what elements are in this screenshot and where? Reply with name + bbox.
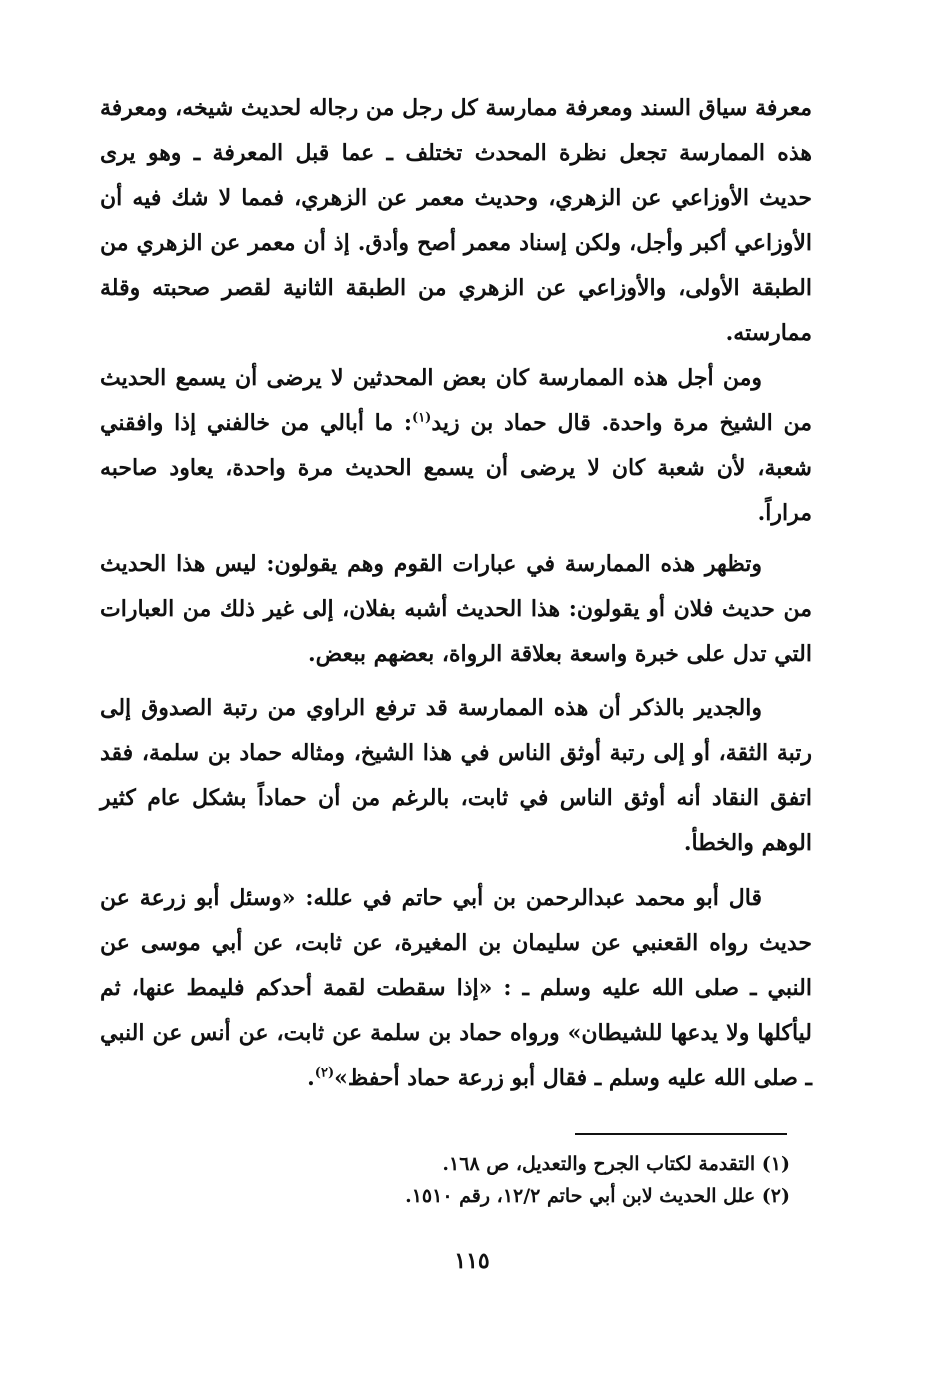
paragraph-4 (100, 686, 812, 866)
paragraph-5-text-before: قال أبو محمد عبدالرحمن بن أبي حاتم في علله: «وسئل أبو زرعة عن حديث رواه القعنبي عن سليمان بن المغيرة، عن ثابت، عن أبي موسى عن النبي ـ صلى الله عليه وسلم ـ : «إذا سقطت لقمة أحدكم فليمط عنها، ثم ليأكلها ولا يدعها للشيطان» ورواه حماد بن سلمة عن ثابت، عن أنس عن النبي ـ صلى الله عليه وسلم ـ فقال أبو زرعة حماد أحفظ» (100, 885, 812, 1091)
paragraph-1 (100, 86, 812, 356)
footnote-2: (٢) علل الحديث لابن أبي حاتم ١٢/٢، رقم ١٥١٠. (405, 1185, 790, 1207)
paragraph-3-text: وتظهر هذه الممارسة في عبارات القوم وهم يقولون: ليس هذا الحديث من حديث فلان أو يقولون: هذا الحديث أشبه بفلان، إلى غير ذلك من العبارات التي تدل على خبرة واسعة بعلاقة الرواة، بعضهم ببعض. (100, 551, 812, 667)
paragraph-5-text-after: . (307, 1065, 315, 1091)
footnote-ref-1: (١) (412, 410, 432, 426)
paragraph-2-text-before: ومن أجل هذه الممارسة كان بعض المحدثين لا يرضى أن يسمع الحديث من الشيخ مرة واحدة. قال حماد بن زيد (100, 365, 812, 436)
paragraph-1-text: معرفة سياق السند ومعرفة ممارسة كل رجل من رجاله لحديث شيخه، ومعرفة هذه الممارسة تجعل نظرة المحدث تختلف ـ عما قبل المعرفة ـ وهو يرى حديث الأوزاعي عن الزهري، وحديث معمر عن الزهري، فمما لا شك فيه أن الأوزاعي أكبر وأجل، ولكن إسناد معمر أصح وأدق. إذ أن معمر عن الزهري من الطبقة الأولى، والأوزاعي عن الزهري من الطبقة الثانية لقصر صحبته وقلة ممارسته. (100, 95, 812, 346)
paragraph-2 (100, 356, 812, 536)
paragraph-4-text: والجدير بالذكر أن هذه الممارسة قد ترفع الراوي من رتبة الصدوق إلى رتبة الثقة، أو إلى رتبة أوثق الناس في هذا الشيخ، ومثاله حماد بن سلمة، فقد اتفق النقاد أنه أوثق الناس في ثابت، بالرغم من أن حماداً بشكل عام كثير الوهم والخطأ. (100, 695, 812, 856)
paragraph-5 (100, 876, 812, 1101)
paragraph-2-text-after: : ما أبالي من خالفني إذا وافقني شعبة، لأن شعبة كان لا يرضى أن يسمع الحديث مرة واحدة، يعاود صاحبه مراراً. (100, 410, 812, 526)
footnote-divider (575, 1133, 787, 1135)
paragraph-3 (100, 542, 812, 677)
footnote-ref-2: (٢) (314, 1065, 335, 1081)
page-number: ١١٥ (454, 1248, 490, 1274)
footnote-1: (١) التقدمة لكتاب الجرح والتعديل، ص ١٦٨. (442, 1153, 790, 1175)
